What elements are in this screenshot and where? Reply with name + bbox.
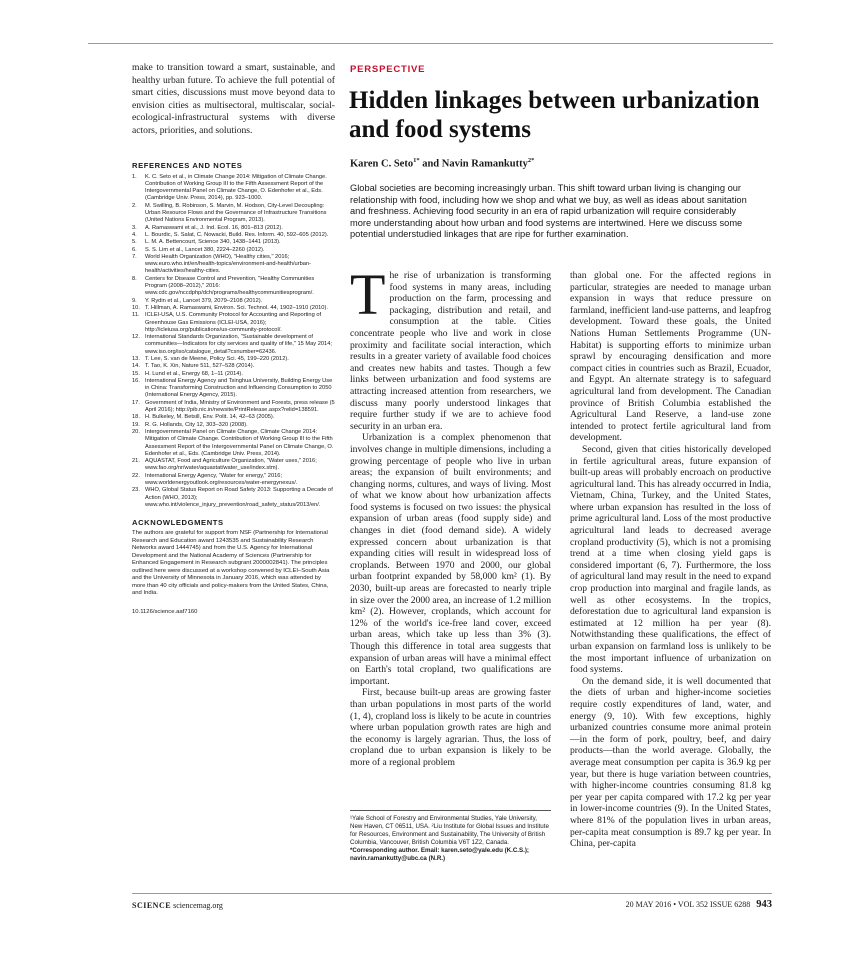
author-line	[350, 157, 534, 170]
reference-item	[132, 305, 335, 312]
reference-number: 1.	[132, 173, 137, 180]
reference-item	[132, 254, 335, 276]
footnote-rule	[350, 810, 551, 811]
reference-item	[132, 239, 335, 246]
author-affiliation-marker: 1*	[413, 157, 420, 164]
reference-number: 17.	[132, 399, 140, 406]
reference-text: World Health Organization (WHO), "Healthy cities," 2016; www.euro.who.int/en/health-topics/environment-and-health/urban-health/activities/healthy-cities.	[145, 253, 311, 275]
reference-number: 3.	[132, 224, 137, 231]
reference-number: 4.	[132, 231, 137, 238]
reference-number: 7.	[132, 253, 137, 260]
acknowledgments-heading: ACKNOWLEDGMENTS	[132, 518, 224, 528]
reference-number: 2.	[132, 202, 137, 209]
reference-text: L. M. A. Bettencourt, Science 340, 1438–1441 (2013).	[145, 239, 281, 246]
reference-text: WHO, Global Status Report on Road Safety 2013: Supporting a Decade of Action (WHO, 2013); www.who.int/violence_injury_prevention/road_safety_status/2013/en/.	[145, 487, 333, 508]
reference-item	[132, 371, 335, 378]
author-conjunction: and	[419, 158, 442, 170]
reference-text: T. Hillman, A. Ramaswami, Environ. Sci. Technol. 44, 1902–1910 (2010).	[145, 304, 328, 311]
reference-item	[132, 422, 335, 429]
reference-item	[132, 414, 335, 421]
references-list	[132, 174, 335, 510]
reference-number: 13.	[132, 355, 140, 362]
top-rule	[88, 43, 773, 44]
reference-number: 21.	[132, 458, 140, 465]
previous-article-ending: make to transition toward a smart, sustainable, and healthy urban future. To achieve the full potential of smart cities, discussions must move beyond data to envision cities as multisectoral, multiscalar, social-ecological-infrastructural systems with diverse actors, priorities, and solutions.	[132, 62, 335, 136]
reference-text: AQUASTAT, Food and Agriculture Organization, "Water uses," 2016; www.fao.org/nr/water/aquastat/water_use/index.stm).	[145, 458, 317, 472]
reference-item	[132, 363, 335, 370]
corresponding-author: *Corresponding author. Email: karen.seto@yale.edu (K.C.S.); navin.ramankutty@ubc.ca (N.R.)	[350, 847, 529, 862]
body-paragraph: Urbanization is a complex phenomenon that involves change in multiple dimensions, including a growing percentage of people who live in urban areas; the expansion of built environments; and changing norms, cultures, and ways of living. Most of what we know about how urbanization affects food systems is focused on two issues: the physical expansion of urban areas (food supply side) and changes in diet (food demand side). A widely expressed concern about urbanization is that expanding cities will result in widespread loss of croplands. Between 1970 and 2000, our global urban footprint expanded by 58,000 km² (1). By 2030, built-up areas are forecasted to nearly triple in size over the 2000 area, an increase of 1.2 million km² (2). However, croplands, which account for 12% of the world's ice-free land cover, exceed urban areas, which take up less than 3% (3). Though this difference in total area suggests that expansion of urban areas will have a minimal effect on Earth's total cropland, two qualifications are important.	[350, 432, 551, 687]
reference-text: L. Bourdic, S. Salat, C. Nowacki, Build. Res. Inform. 40, 592–605 (2012).	[145, 231, 329, 238]
reference-item	[132, 225, 335, 232]
body-paragraph: The rise of urbanization is transforming food systems in many areas, including production on the farm, processing and packaging, distribution and retail, and consumption at the table. Cities concentrate people who live and work in close proximity and facilitate social interaction, which results in a greater variety of available food choices and creates new habits and tastes. Though a few links between urbanization and food systems are attracting increased attention from researchers, we discuss many poorly understood linkages that require further study if we are to achieve food security in an urban era.	[350, 262, 551, 432]
reference-text: International Energy Agency, "Water for energy," 2016; www.worldenergyoutlook.org/resources/water-energynexus/.	[145, 472, 298, 487]
author-name: Karen C. Seto	[350, 158, 414, 170]
reference-number: 14.	[132, 363, 140, 370]
issue-info: 20 MAY 2016 • VOL 352 ISSUE 6288	[625, 900, 751, 909]
reference-text: Government of India, Ministry of Environment and Forests, press release (5 April 2016); http://pib.nic.in/newsite/PrintRelease.aspx?relid=138591.	[145, 399, 335, 414]
reference-number: 5.	[132, 239, 137, 246]
reference-item	[132, 356, 335, 363]
reference-text: S. S. Lim et al., Lancet 380, 2224–2260 (2012).	[145, 246, 265, 253]
reference-item	[132, 458, 335, 473]
reference-item	[132, 429, 335, 458]
body-paragraph: First, because built-up areas are growing faster than urban populations in most parts of the world (1, 4), cropland loss is likely to be acute in countries where urban population growth rates are high and the economy is largely agrarian. Thus, the loss of cropland due to urban expansion is likely to be more of a regional problem	[350, 687, 551, 768]
reference-item	[132, 487, 335, 509]
reference-text: H. Lund et al., Energy 68, 1–11 (2014).	[145, 370, 243, 377]
journal-footer	[132, 901, 223, 910]
reference-text: K. C. Seto et al., in Climate Change 2014: Mitigation of Climate Change. Contribution of Working Group III to the Fifth Assessment Report of the Intergovernmental Panel on Climate Change, O. Edenhofer et al., Eds. (Cambridge Univ. Press, 2014), pp. 923–1000.	[145, 173, 327, 202]
reference-number: 11.	[132, 312, 140, 319]
drop-cap: T	[350, 262, 386, 327]
affiliations-text: ¹Yale School of Forestry and Environmental Studies, Yale University, New Haven, CT 06511, USA. ²Liu Institute for Global Issues and Institute for Resources, Environment and Sustainability, The University of British Columbia, Vancouver, British Columbia V6T 1Z2, Canada.	[350, 815, 549, 846]
bottom-rule	[132, 893, 772, 894]
reference-item	[132, 312, 335, 334]
reference-text: International Energy Agency and Tsinghua University, Building Energy Use in China: Transforming Construction and Influencing Consumption to 2050 (International Energy Agency, 2015).	[145, 377, 333, 399]
reference-number: 16.	[132, 377, 140, 384]
reference-text: A. Ramaswami et al., J. Ind. Ecol. 16, 801–813 (2012).	[145, 224, 283, 231]
article-abstract: Global societies are becoming increasingly urban. This shift toward urban living is changing our relationship with food, including how we shop and what we buy, as well as ideas about sanitation and freshness. Achieving food security in an era of rapid urbanization will require considerably more understanding about how urban and food systems are intertwined. Here we discuss some potential understudied linkages that are ripe for further examination.	[350, 183, 747, 240]
body-column-1	[350, 262, 551, 769]
reference-item	[132, 203, 335, 225]
body-paragraph: On the demand side, it is well documented that the diets of urban and higher-income societies require costly expenditures of land, water, and energy (9, 10). With few exceptions, highly urbanized countries consume more animal protein—in the form of pork, poultry, beef, and dairy products—than the world average. Globally, the average meat consumption per capita is 36.9 kg per year, but there is huge variation between countries, with higher-income countries consuming 81.8 kg per year per capita compared with 17.2 kg per year in lower-income countries (9). In the United States, where 81% of the population lives in urban areas, per-capita meat consumption is 89.7 kg per year. In China, per-capita	[570, 675, 771, 850]
reference-number: 19.	[132, 421, 140, 428]
reference-item	[132, 334, 335, 356]
reference-item	[132, 378, 335, 400]
left-column	[132, 62, 335, 615]
reference-item	[132, 276, 335, 298]
reference-text: Y. Rydin et al., Lancet 379, 2079–2108 (2012).	[145, 297, 263, 304]
page-number: 943	[756, 899, 772, 910]
reference-text: M. Swilling, B. Robinson, S. Marvin, M. Hodson, City-Level Decoupling: Urban Resource Flows and the Governance of Infrastructure Transitions (United Nations Environmental Program, 2013).	[145, 202, 327, 224]
reference-number: 12.	[132, 334, 140, 341]
reference-text: Intergovernmental Panel on Climate Change, Climate Change 2014: Mitigation of Climate Change. Contribution of Working Group III to the Fifth Assessment Report of the Intergovernmental Panel on Climate Change, O. Edenhofer et al., Eds. (Cambridge Univ. Press, 2014).	[145, 428, 334, 457]
author-name: Navin Ramankutty	[441, 158, 528, 170]
journal-site-link[interactable]: sciencemag.org	[173, 901, 223, 910]
reference-item	[132, 232, 335, 239]
author-affiliation-marker: 2*	[527, 157, 535, 164]
issue-footer	[626, 899, 772, 910]
reference-text: Centers for Disease Control and Prevention, "Healthy Communities Program (2008–2012)," 2016: www.cdc.gov/nccdphp/dch/programs/healthycommunitiesprogram/.	[145, 275, 315, 297]
reference-text: R. G. Hollands, City 12, 303–320 (2008).	[145, 421, 248, 428]
reference-item	[132, 473, 335, 488]
affiliations-footnote	[350, 815, 551, 863]
body-paragraph: Second, given that cities historically developed in fertile agricultural areas, future expansion of built-up areas will probably encroach on productive agricultural land. This has already occurred in India, Vietnam, China, Turkey, and the United States, where urban expansion has resulted in the loss of prime agricultural land. Loss of the most productive agricultural land leads to decreased average cropland productivity (5), which is not a promising trend at a time when closing yield gaps is considered important (6, 7). Furthermore, the loss of agricultural land may result in the need to expand crop production into marginal and fragile lands, as well as other ecosystems. In the tropics, deforestation due to agricultural land expansion is estimated at 12 million ha per year (8). Notwithstanding these qualifications, the effect of urban expansion on farmland loss is unlikely to be the most important influence of urbanization on food systems.	[570, 443, 771, 676]
journal-name: SCIENCE	[132, 901, 172, 910]
doi-link[interactable]: 10.1126/science.aaf7160	[132, 608, 198, 615]
reference-number: 6.	[132, 246, 137, 253]
reference-item	[132, 400, 335, 415]
reference-text: ICLEI-USA, U.S. Community Protocol for Accounting and Reporting of Greenhouse Gas Emissions (ICLEI-USA, 2016); http://icleiusa.org/publications/us-community-protocol/.	[145, 312, 322, 333]
reference-number: 8.	[132, 275, 137, 282]
reference-text: International Standards Organization, "Sustainable development of communities—Indicators for city services and quality of life," 15 May 2014; www.iso.org/iso/catalogue_detail?csnumber=62436.	[145, 334, 332, 355]
reference-item	[132, 247, 335, 254]
section-kicker: PERSPECTIVE	[350, 64, 426, 75]
body-paragraph: than global one. For the affected regions in particular, strategies are needed to manage urban expansion in ways that reduce pressure on farmland, inefficient land-use patterns, and leapfrog development. Toward these goals, the United Nations Human Settlements Programme (UN-Habitat) is supporting efforts to minimize urban sprawl by encouraging densification and more compact cities in countries such as Brazil, Ecuador, and Egypt. An alternate strategy is to safeguard agricultural land from development. The Canadian province of British Columbia established the Agricultural Land Reserve, a land-use zone intended to protect fertile agricultural land from development.	[570, 270, 771, 444]
reference-number: 15.	[132, 370, 140, 377]
reference-number: 18.	[132, 414, 140, 421]
reference-number: 22.	[132, 472, 140, 479]
acknowledgments-text: The authors are grateful for support from NSF (Partnership for International Research and Education award 1243535 and Sustainability Research Networks award 1444745) and from the U.S. Agency for International Development and the National Academy of Sciences (Partnership for Enhanced Engagement in Research subgrant 2000002841). The principles outlined here were discussed at a workshop convened by ICLEI–South Asia and the University of Minnesota in January 2016, which was attended by more than 40 city officials and policy-makers from the United States, China, and India.	[132, 530, 330, 597]
reference-item	[132, 298, 335, 305]
reference-text: H. Bulkeley, M. Betsill, Env. Polit. 14, 42–63 (2005).	[145, 414, 275, 421]
reference-item	[132, 174, 335, 203]
reference-text: T. Lee, S. van de Meene, Policy Sci. 45, 199–220 (2012).	[145, 355, 289, 362]
reference-number: 10.	[132, 304, 140, 311]
article-title: Hidden linkages between urbanization and food systems	[349, 87, 760, 143]
reference-number: 20.	[132, 428, 140, 435]
reference-number: 9.	[132, 297, 137, 304]
reference-text: T. Tao, K. Xin, Nature 511, 527–528 (2014).	[145, 363, 255, 370]
references-heading: REFERENCES AND NOTES	[132, 160, 243, 170]
body-column-2	[570, 270, 771, 850]
reference-number: 23.	[132, 487, 140, 494]
